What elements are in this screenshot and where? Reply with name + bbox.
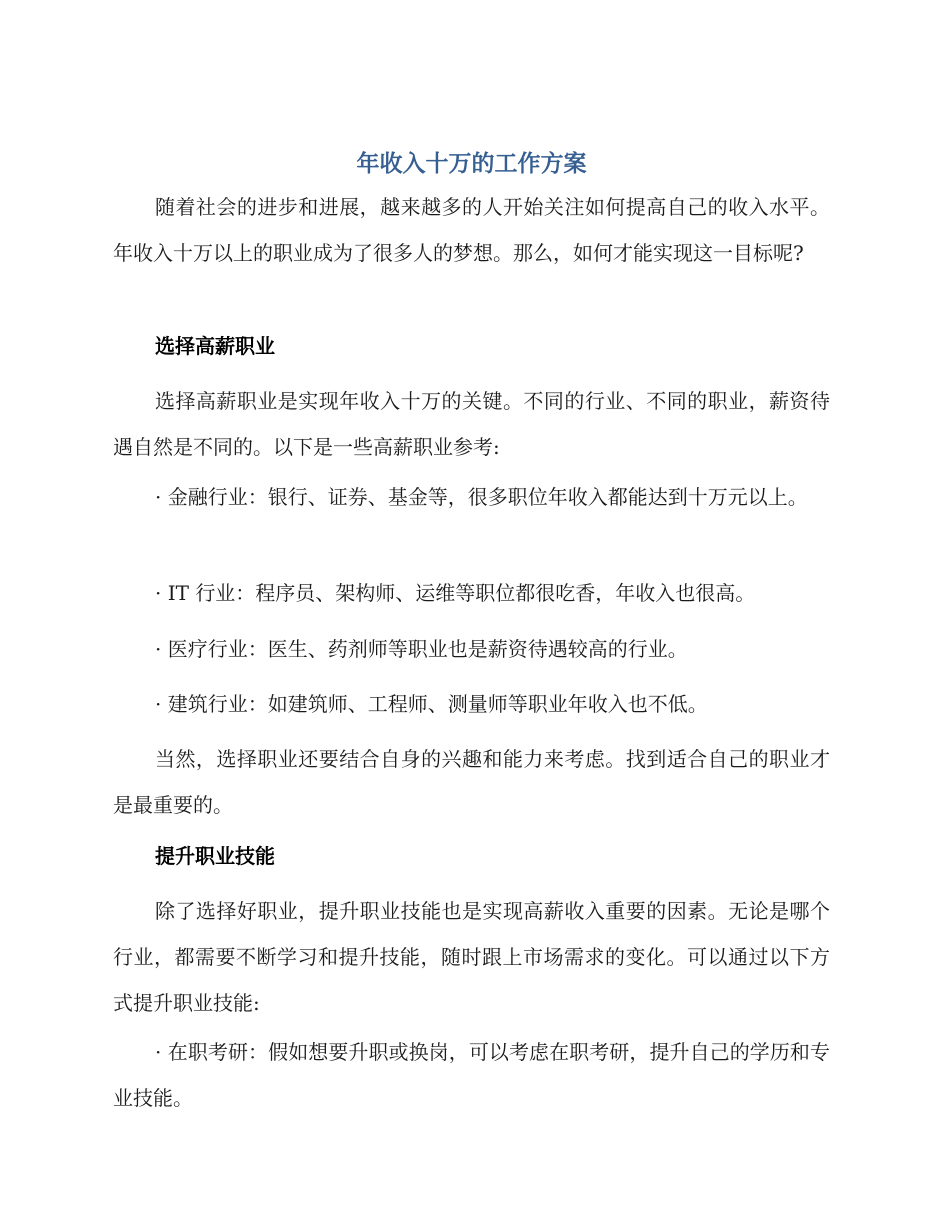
list-item-finance: · 金融行业：银行、证券、基金等，很多职位年收入都能达到十万元以上。 (155, 485, 808, 509)
section-heading-high-salary: 选择高薪职业 (155, 334, 275, 358)
section-heading-skills: 提升职业技能 (155, 844, 275, 868)
section2-paragraph: 除了选择好职业，提升职业技能也是实现高薪收入重要的因素。无论是哪个行业，都需要不断学习和提升技能，随时跟上市场需求的变化。可以通过以下方式提升职业技能: (113, 899, 830, 1015)
document-title: 年收入十万的工作方案 (356, 151, 587, 177)
list-item-graduate-study: · 在职考研：假如想要升职或换岗，可以考虑在职考研，提升自己的学历和专业技能。 (113, 1040, 830, 1110)
list-item-construction: · 建筑行业：如建筑师、工程师、测量师等职业年收入也不低。 (155, 692, 708, 716)
list-item-it: · IT 行业：程序员、架构师、运维等职位都很吃香，年收入也很高。 (155, 581, 756, 605)
section1-paragraph: 选择高薪职业是实现年收入十万的关键。不同的行业、不同的职业，薪资待遇自然是不同的。以下是一些高薪职业参考: (113, 389, 830, 459)
list-item-medical: · 医疗行业：医生、药剂师等职业也是薪资待遇较高的行业。 (155, 637, 688, 661)
section1-closing-paragraph: 当然，选择职业还要结合自身的兴趣和能力来考虑。找到适合自己的职业才是最重要的。 (113, 747, 830, 817)
intro-paragraph: 随着社会的进步和进展，越来越多的人开始关注如何提高自己的收入水平。年收入十万以上的职业成为了很多人的梦想。那么，如何才能实现这一目标呢? (113, 195, 830, 265)
